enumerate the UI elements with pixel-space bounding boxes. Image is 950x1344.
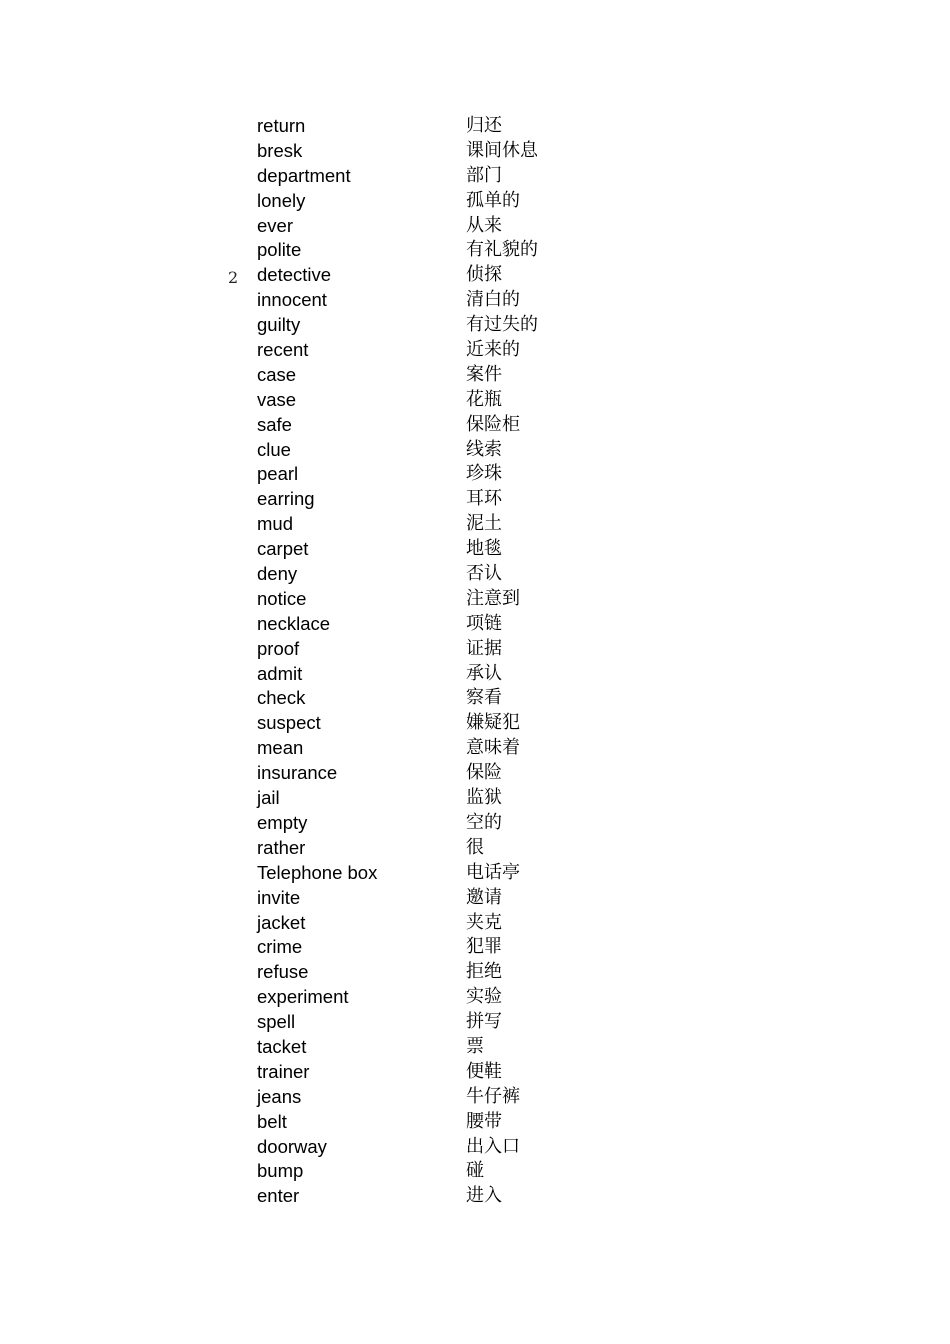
- english-word: guilty: [257, 314, 301, 336]
- chinese-translation: 有礼貌的: [466, 239, 538, 261]
- vocab-row: [0, 163, 950, 188]
- english-word: mud: [257, 513, 293, 535]
- english-word: pearl: [257, 463, 299, 485]
- english-word: recent: [257, 339, 309, 361]
- chinese-translation: 嫌疑犯: [466, 712, 520, 734]
- chinese-translation: 碰: [466, 1160, 484, 1182]
- english-word: spell: [257, 1011, 296, 1033]
- section-marker: 2: [228, 268, 239, 287]
- english-word: doorway: [257, 1135, 327, 1157]
- chinese-translation: 泥土: [466, 513, 502, 535]
- english-word: notice: [257, 587, 307, 609]
- vocab-row: [0, 486, 950, 511]
- vocab-row: [0, 661, 950, 686]
- chinese-translation: 否认: [466, 563, 502, 585]
- chinese-translation: 空的: [466, 811, 502, 833]
- chinese-translation: 证据: [466, 637, 502, 659]
- chinese-translation: 侦探: [466, 264, 502, 286]
- vocab-row: [0, 1009, 950, 1034]
- vocab-row: [0, 1134, 950, 1159]
- vocab-row: [0, 1059, 950, 1084]
- chinese-translation: 有过失的: [466, 314, 538, 336]
- chinese-translation: 很: [466, 836, 484, 858]
- vocab-row: [0, 760, 950, 785]
- vocab-row: [0, 934, 950, 959]
- vocab-row: [0, 636, 950, 661]
- vocab-row: [0, 785, 950, 810]
- vocab-row: [0, 685, 950, 710]
- vocab-row: [0, 461, 950, 486]
- vocab-row: [0, 910, 950, 935]
- english-word: jacket: [257, 911, 306, 933]
- english-word: lonely: [257, 189, 306, 211]
- chinese-translation: 保险柜: [466, 413, 520, 435]
- english-word: bump: [257, 1160, 304, 1182]
- chinese-translation: 拼写: [466, 1011, 502, 1033]
- vocab-row: [0, 287, 950, 312]
- chinese-translation: 邀请: [466, 886, 502, 908]
- vocab-row: [0, 835, 950, 860]
- chinese-translation: 花瓶: [466, 388, 502, 410]
- english-word: vase: [257, 388, 297, 410]
- vocab-row: [0, 412, 950, 437]
- english-word: return: [257, 115, 306, 136]
- english-word: necklace: [257, 612, 331, 634]
- chinese-translation: 票: [466, 1035, 484, 1057]
- chinese-translation: 实验: [466, 986, 502, 1008]
- chinese-translation: 课间休息: [466, 139, 538, 161]
- vocab-row: [0, 1158, 950, 1183]
- chinese-translation: 意味着: [466, 737, 520, 759]
- chinese-translation: 牛仔裤: [466, 1085, 520, 1107]
- vocab-row: [0, 1109, 950, 1134]
- chinese-translation: 地毯: [466, 538, 502, 560]
- chinese-translation: 进入: [466, 1185, 502, 1207]
- vocab-row: [0, 337, 950, 362]
- vocab-row: [0, 611, 950, 636]
- english-word: jeans: [257, 1085, 302, 1107]
- english-word: invite: [257, 886, 301, 908]
- chinese-translation: 案件: [466, 363, 502, 385]
- vocab-row: [0, 860, 950, 885]
- english-word: case: [257, 363, 297, 385]
- english-word: safe: [257, 413, 292, 435]
- vocab-row: [0, 1183, 950, 1208]
- chinese-translation: 从来: [466, 214, 502, 236]
- english-word: refuse: [257, 961, 309, 983]
- english-word: polite: [257, 239, 302, 261]
- vocab-row: [0, 586, 950, 611]
- vocab-row: [0, 312, 950, 337]
- english-word: crime: [257, 936, 303, 958]
- english-word: enter: [257, 1185, 300, 1207]
- vocab-row: [0, 561, 950, 586]
- vocab-row: [0, 262, 950, 287]
- chinese-translation: 夹克: [466, 911, 502, 933]
- chinese-translation: 孤单的: [466, 189, 520, 211]
- chinese-translation: 出入口: [466, 1135, 520, 1157]
- vocab-row: [0, 188, 950, 213]
- chinese-translation: 归还: [466, 115, 502, 136]
- english-word: earring: [257, 488, 315, 510]
- vocab-row: [0, 213, 950, 238]
- vocab-row: [0, 437, 950, 462]
- english-word: Telephone box: [257, 861, 378, 883]
- chinese-translation: 近来的: [466, 339, 520, 361]
- chinese-translation: 腰带: [466, 1110, 502, 1132]
- english-word: admit: [257, 662, 303, 684]
- chinese-translation: 电话亭: [466, 861, 520, 883]
- vocab-row: [0, 1084, 950, 1109]
- english-word: deny: [257, 563, 298, 585]
- chinese-translation: 承认: [466, 662, 502, 684]
- chinese-translation: 注意到: [466, 587, 520, 609]
- chinese-translation: 便鞋: [466, 1060, 502, 1082]
- vocab-row: [0, 810, 950, 835]
- vocabulary-list: [0, 113, 950, 1208]
- english-word: belt: [257, 1110, 287, 1132]
- vocab-row: [0, 959, 950, 984]
- english-word: proof: [257, 637, 300, 659]
- chinese-translation: 犯罪: [466, 936, 502, 958]
- vocab-row: [0, 387, 950, 412]
- vocab-row: [0, 362, 950, 387]
- english-word: bresk: [257, 139, 303, 161]
- vocab-row: [0, 885, 950, 910]
- english-word: suspect: [257, 712, 321, 734]
- vocab-row: [0, 237, 950, 262]
- english-word: ever: [257, 214, 293, 236]
- vocab-row: [0, 113, 950, 138]
- chinese-translation: 部门: [466, 164, 502, 186]
- english-word: jail: [257, 787, 280, 809]
- chinese-translation: 耳环: [466, 488, 502, 510]
- chinese-translation: 珍珠: [466, 463, 502, 485]
- english-word: check: [257, 687, 306, 709]
- vocab-row: [0, 984, 950, 1009]
- vocab-row: [0, 1034, 950, 1059]
- chinese-translation: 监狱: [466, 787, 502, 809]
- vocab-row: [0, 735, 950, 760]
- vocab-row: [0, 138, 950, 163]
- english-word: rather: [257, 836, 306, 858]
- english-word: insurance: [257, 762, 338, 784]
- chinese-translation: 清白的: [466, 289, 520, 311]
- english-word: mean: [257, 737, 304, 759]
- english-word: detective: [257, 264, 332, 286]
- english-word: experiment: [257, 986, 349, 1008]
- chinese-translation: 察看: [466, 687, 502, 709]
- english-word: clue: [257, 438, 291, 460]
- english-word: carpet: [257, 538, 309, 560]
- chinese-translation: 项链: [466, 612, 502, 634]
- vocab-row: [0, 511, 950, 536]
- chinese-translation: 保险: [466, 762, 502, 784]
- vocab-row: [0, 536, 950, 561]
- english-word: department: [257, 164, 351, 186]
- english-word: innocent: [257, 289, 327, 311]
- vocab-row: [0, 710, 950, 735]
- english-word: trainer: [257, 1060, 310, 1082]
- english-word: tacket: [257, 1035, 307, 1057]
- chinese-translation: 线索: [466, 438, 502, 460]
- chinese-translation: 拒绝: [466, 961, 502, 983]
- english-word: empty: [257, 811, 308, 833]
